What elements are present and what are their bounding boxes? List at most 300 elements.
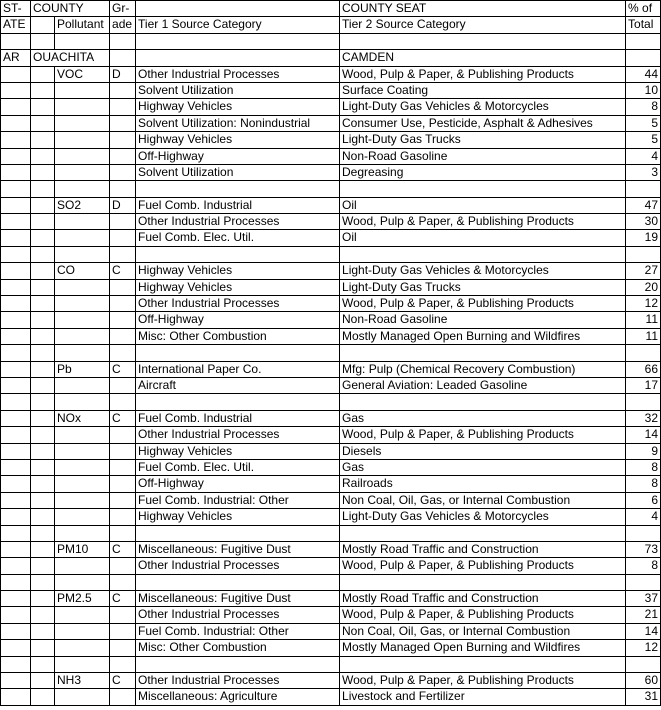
table-row [1, 492, 661, 508]
state-cell [1, 623, 31, 639]
state-cell [1, 525, 31, 541]
grade-cell [110, 115, 136, 131]
table-row [1, 148, 661, 164]
state-cell [1, 459, 31, 475]
county-cell [31, 673, 55, 689]
tier2-cell [340, 181, 626, 197]
tier1-cell: International Paper Co. [136, 361, 340, 377]
header-row-2 [1, 17, 661, 33]
tier2-cell: General Aviation: Leaded Gasoline [340, 377, 626, 393]
tier2-cell: Livestock and Fertilizer [340, 689, 626, 705]
tier2-cell: Wood, Pulp & Paper, & Publishing Products [340, 558, 626, 574]
pollutant-cell: SO2 [55, 197, 110, 213]
header-blank [136, 1, 340, 17]
pollutant-cell [55, 279, 110, 295]
grade-cell [110, 99, 136, 115]
spacer-row [1, 394, 661, 410]
pct-cell: 30 [626, 214, 661, 230]
pct-cell: 5 [626, 115, 661, 131]
state-cell [1, 394, 31, 410]
grade-cell [110, 574, 136, 590]
county-cell [31, 214, 55, 230]
pollutant-cell [55, 623, 110, 639]
state-cell [1, 558, 31, 574]
tier1-cell: Highway Vehicles [136, 132, 340, 148]
pollutant-cell [55, 312, 110, 328]
county-cell [31, 591, 55, 607]
tier1-cell: Fuel Comb. Elec. Util. [136, 230, 340, 246]
grade-cell [110, 443, 136, 459]
pct-cell: 19 [626, 230, 661, 246]
county-cell [31, 361, 55, 377]
pollutant-cell [55, 640, 110, 656]
state-cell [1, 377, 31, 393]
county-cell [31, 328, 55, 344]
grade-cell [110, 230, 136, 246]
county-cell [31, 410, 55, 426]
pollutant-cell [55, 246, 110, 262]
grade-cell [110, 656, 136, 672]
pollutant-cell [55, 394, 110, 410]
county-cell [31, 607, 55, 623]
pollutant-cell [55, 377, 110, 393]
grade-cell: C [110, 541, 136, 557]
pollutant-cell [55, 443, 110, 459]
tier2-cell [340, 525, 626, 541]
county-cell [31, 148, 55, 164]
grade-cell [110, 312, 136, 328]
pct-cell: 11 [626, 312, 661, 328]
state-cell [1, 148, 31, 164]
tier1-cell: Off-Highway [136, 476, 340, 492]
table-row [1, 312, 661, 328]
table-row [1, 541, 661, 557]
pollutant-cell: PM10 [55, 541, 110, 557]
table-row [1, 607, 661, 623]
header-row-1 [1, 1, 661, 17]
grade-cell [110, 148, 136, 164]
pollutant-cell [55, 656, 110, 672]
tier2-cell: Mostly Road Traffic and Construction [340, 591, 626, 607]
pct-cell [626, 246, 661, 262]
pollutant-cell [55, 115, 110, 131]
state-cell [1, 66, 31, 82]
pollutant-cell [55, 181, 110, 197]
county-cell [31, 689, 55, 705]
county-cell [31, 66, 55, 82]
pct-cell [626, 181, 661, 197]
grade-cell [110, 476, 136, 492]
pct-cell [626, 394, 661, 410]
county-cell [31, 345, 55, 361]
county-cell [31, 115, 55, 131]
county-cell [31, 312, 55, 328]
pct-cell [626, 656, 661, 672]
state-cell [1, 296, 31, 312]
state-cell [1, 443, 31, 459]
tier2-cell: Gas [340, 459, 626, 475]
pct-cell: 60 [626, 673, 661, 689]
pollutant-cell [55, 509, 110, 525]
header-pollutant: Pollutant [55, 17, 110, 33]
spacer-row [1, 525, 661, 541]
county-cell [31, 558, 55, 574]
grade-cell [110, 345, 136, 361]
tier2-cell: Wood, Pulp & Paper, & Publishing Products [340, 673, 626, 689]
pct-cell: 8 [626, 476, 661, 492]
pct-cell: 10 [626, 82, 661, 98]
state-cell [1, 197, 31, 213]
tier1-cell: Off-Highway [136, 148, 340, 164]
table-row [1, 296, 661, 312]
pollutant-cell [55, 164, 110, 180]
state-cell [1, 673, 31, 689]
tier2-cell: Wood, Pulp & Paper, & Publishing Products [340, 427, 626, 443]
pollutant-cell [55, 459, 110, 475]
county-cell [31, 181, 55, 197]
grade-cell [110, 492, 136, 508]
county-cell [31, 525, 55, 541]
table-row [1, 66, 661, 82]
tier2-cell: Wood, Pulp & Paper, & Publishing Products [340, 296, 626, 312]
pct-cell: 32 [626, 410, 661, 426]
pollutant-cell [55, 82, 110, 98]
grade-cell [110, 640, 136, 656]
grade-cell [110, 459, 136, 475]
state-cell [1, 181, 31, 197]
county-seat-cell: CAMDEN [340, 50, 626, 66]
tier2-cell: Wood, Pulp & Paper, & Publishing Products [340, 214, 626, 230]
spacer-row [1, 656, 661, 672]
county-cell: OUACHITA [31, 50, 110, 66]
pct-cell: 37 [626, 591, 661, 607]
header-pct: % of [626, 1, 661, 17]
state-cell [1, 689, 31, 705]
grade-cell: C [110, 410, 136, 426]
pollutant-cell [55, 214, 110, 230]
pct-cell: 14 [626, 427, 661, 443]
table-row [1, 279, 661, 295]
pct-cell [626, 525, 661, 541]
spacer-row [1, 33, 661, 49]
header-county-seat: COUNTY SEAT [340, 1, 626, 17]
tier2-cell: Wood, Pulp & Paper, & Publishing Products [340, 607, 626, 623]
state-cell [1, 214, 31, 230]
tier1-cell: Fuel Comb. Industrial: Other [136, 492, 340, 508]
tier2-cell: Non Coal, Oil, Gas, or Internal Combustion [340, 492, 626, 508]
county-cell [31, 246, 55, 262]
pct-cell: 12 [626, 640, 661, 656]
pollutant-cell [55, 574, 110, 590]
county-cell [31, 476, 55, 492]
state-cell [1, 328, 31, 344]
grade-cell: D [110, 66, 136, 82]
pollutant-cell [55, 558, 110, 574]
tier2-cell [340, 574, 626, 590]
tier2-cell: Surface Coating [340, 82, 626, 98]
pollutant-cell [55, 148, 110, 164]
table-row [1, 164, 661, 180]
county-cell [31, 656, 55, 672]
pct-cell: 8 [626, 558, 661, 574]
state-cell [1, 82, 31, 98]
tier1-cell: Solvent Utilization: Nonindustrial [136, 115, 340, 131]
tier2-cell [340, 394, 626, 410]
pct-cell [626, 574, 661, 590]
state-cell [1, 509, 31, 525]
table-row [1, 443, 661, 459]
grade-cell [110, 296, 136, 312]
grade-cell: C [110, 591, 136, 607]
table-row [1, 640, 661, 656]
state-cell [1, 263, 31, 279]
tier2-cell: Railroads [340, 476, 626, 492]
state-cell [1, 164, 31, 180]
tier1-cell: Highway Vehicles [136, 509, 340, 525]
state-cell [1, 574, 31, 590]
state-cell [1, 427, 31, 443]
spacer-row [1, 246, 661, 262]
county-cell [31, 492, 55, 508]
grade-cell [110, 689, 136, 705]
tier2-cell: Non-Road Gasoline [340, 312, 626, 328]
county-cell [31, 459, 55, 475]
table-row [1, 115, 661, 131]
pct-cell: 8 [626, 99, 661, 115]
tier1-cell: Other Industrial Processes [136, 607, 340, 623]
tier1-cell: Solvent Utilization [136, 164, 340, 180]
pollutant-cell [55, 328, 110, 344]
grade-cell: C [110, 673, 136, 689]
header-state: ST- [1, 1, 31, 17]
state-cell [1, 410, 31, 426]
tier2-cell: Mostly Road Traffic and Construction [340, 541, 626, 557]
tier2-cell: Light-Duty Gas Vehicles & Motorcycles [340, 509, 626, 525]
tier2-cell: Degreasing [340, 164, 626, 180]
county-cell [31, 394, 55, 410]
table-row [1, 82, 661, 98]
state-cell [1, 312, 31, 328]
pollutant-cell: NH3 [55, 673, 110, 689]
county-cell [31, 263, 55, 279]
tier1-cell [136, 525, 340, 541]
table-row [1, 427, 661, 443]
pct-cell: 31 [626, 689, 661, 705]
tier1-cell: Highway Vehicles [136, 279, 340, 295]
grade-cell [110, 427, 136, 443]
table-row [1, 214, 661, 230]
tier1-cell: Highway Vehicles [136, 443, 340, 459]
tier1-cell: Fuel Comb. Elec. Util. [136, 459, 340, 475]
tier2-cell [340, 345, 626, 361]
grade-cell: D [110, 197, 136, 213]
header-state-2: ATE [1, 17, 31, 33]
county-row [1, 50, 661, 66]
tier1-cell: Other Industrial Processes [136, 296, 340, 312]
header-total: Total [626, 17, 661, 33]
tier1-cell [136, 394, 340, 410]
tier1-cell: Misc: Other Combustion [136, 640, 340, 656]
grade-cell [110, 623, 136, 639]
header-grade: Gr- [110, 1, 136, 17]
county-cell [31, 296, 55, 312]
pct-cell: 17 [626, 377, 661, 393]
tier1-cell: Fuel Comb. Industrial [136, 197, 340, 213]
pct-cell: 12 [626, 296, 661, 312]
header-tier2: Tier 2 Source Category [340, 17, 626, 33]
county-cell [31, 197, 55, 213]
tier1-cell: Fuel Comb. Industrial [136, 410, 340, 426]
pollutant-cell: CO [55, 263, 110, 279]
grade-cell [110, 328, 136, 344]
state-cell [1, 115, 31, 131]
pct-cell: 44 [626, 66, 661, 82]
tier2-cell: Wood, Pulp & Paper, & Publishing Products [340, 66, 626, 82]
tier2-cell: Light-Duty Gas Vehicles & Motorcycles [340, 263, 626, 279]
county-cell [31, 164, 55, 180]
county-cell [31, 623, 55, 639]
pollutant-cell [55, 296, 110, 312]
pollutant-cell [55, 230, 110, 246]
county-cell [31, 132, 55, 148]
tier1-cell: Miscellaneous: Fugitive Dust [136, 541, 340, 557]
header-county: COUNTY [31, 1, 110, 17]
tier1-cell: Fuel Comb. Industrial: Other [136, 623, 340, 639]
table-row [1, 132, 661, 148]
pct-cell: 8 [626, 459, 661, 475]
pollutant-cell: VOC [55, 66, 110, 82]
grade-cell: C [110, 361, 136, 377]
pct-cell: 11 [626, 328, 661, 344]
state-cell [1, 99, 31, 115]
state-cell [1, 476, 31, 492]
pct-cell: 4 [626, 148, 661, 164]
county-cell [31, 99, 55, 115]
grade-cell [110, 607, 136, 623]
county-cell [31, 279, 55, 295]
state-cell [1, 132, 31, 148]
tier1-cell [136, 345, 340, 361]
grade-cell [110, 181, 136, 197]
tier2-cell: Oil [340, 197, 626, 213]
tier2-cell [340, 246, 626, 262]
county-cell [31, 82, 55, 98]
tier2-cell: Mostly Managed Open Burning and Wildfires [340, 640, 626, 656]
pct-cell: 9 [626, 443, 661, 459]
table-row [1, 230, 661, 246]
tier1-cell: Solvent Utilization [136, 82, 340, 98]
table-row [1, 328, 661, 344]
table-row [1, 361, 661, 377]
pollutant-cell [55, 99, 110, 115]
state-cell [1, 345, 31, 361]
tier1-cell [136, 246, 340, 262]
grade-cell [110, 377, 136, 393]
county-cell [31, 574, 55, 590]
county-cell [31, 230, 55, 246]
tier1-cell: Highway Vehicles [136, 263, 340, 279]
grade-cell [110, 164, 136, 180]
state-cell [1, 591, 31, 607]
grade-cell: C [110, 263, 136, 279]
grade-cell [110, 214, 136, 230]
table-row [1, 689, 661, 705]
spacer-row [1, 181, 661, 197]
table-row [1, 509, 661, 525]
table-body [1, 1, 661, 706]
state-cell [1, 541, 31, 557]
pollutant-cell [55, 607, 110, 623]
county-cell [31, 427, 55, 443]
pct-cell: 20 [626, 279, 661, 295]
pollutant-cell [55, 427, 110, 443]
grade-cell [110, 558, 136, 574]
state-cell: AR [1, 50, 31, 66]
tier2-cell: Consumer Use, Pesticide, Asphalt & Adhesives [340, 115, 626, 131]
table-row [1, 410, 661, 426]
tier2-cell: Non Coal, Oil, Gas, or Internal Combustion [340, 623, 626, 639]
table-row [1, 99, 661, 115]
pct-cell: 47 [626, 197, 661, 213]
county-cell [31, 640, 55, 656]
tier2-cell: Gas [340, 410, 626, 426]
table-row [1, 591, 661, 607]
tier2-cell: Mostly Managed Open Burning and Wildfires [340, 328, 626, 344]
pct-cell: 66 [626, 361, 661, 377]
pct-cell [626, 345, 661, 361]
header-tier1: Tier 1 Source Category [136, 17, 340, 33]
grade-cell [110, 82, 136, 98]
tier1-cell [136, 181, 340, 197]
pct-cell: 73 [626, 541, 661, 557]
pct-cell: 14 [626, 623, 661, 639]
pct-cell: 27 [626, 263, 661, 279]
grade-cell [110, 246, 136, 262]
pollutant-cell: Pb [55, 361, 110, 377]
pct-cell: 6 [626, 492, 661, 508]
tier2-cell: Diesels [340, 443, 626, 459]
pollutant-cell [55, 525, 110, 541]
header-empty [31, 17, 55, 33]
county-cell [31, 443, 55, 459]
tier2-cell: Light-Duty Gas Trucks [340, 279, 626, 295]
table-row [1, 476, 661, 492]
table-row [1, 623, 661, 639]
grade-cell [110, 132, 136, 148]
county-cell [31, 541, 55, 557]
tier2-cell: Non-Road Gasoline [340, 148, 626, 164]
table-row [1, 558, 661, 574]
table-row [1, 459, 661, 475]
pollutant-cell [55, 476, 110, 492]
pollutant-cell: NOx [55, 410, 110, 426]
header-grade-2: ade [110, 17, 136, 33]
state-cell [1, 246, 31, 262]
tier2-cell [340, 656, 626, 672]
county-cell [31, 509, 55, 525]
table-row [1, 197, 661, 213]
pollutant-cell [55, 345, 110, 361]
state-cell [1, 230, 31, 246]
table-row [1, 263, 661, 279]
tier1-cell: Other Industrial Processes [136, 66, 340, 82]
tier1-cell: Aircraft [136, 377, 340, 393]
tier2-cell: Mfg: Pulp (Chemical Recovery Combustion) [340, 361, 626, 377]
tier1-cell: Other Industrial Processes [136, 558, 340, 574]
state-cell [1, 607, 31, 623]
tier1-cell [136, 574, 340, 590]
tier2-cell: Oil [340, 230, 626, 246]
